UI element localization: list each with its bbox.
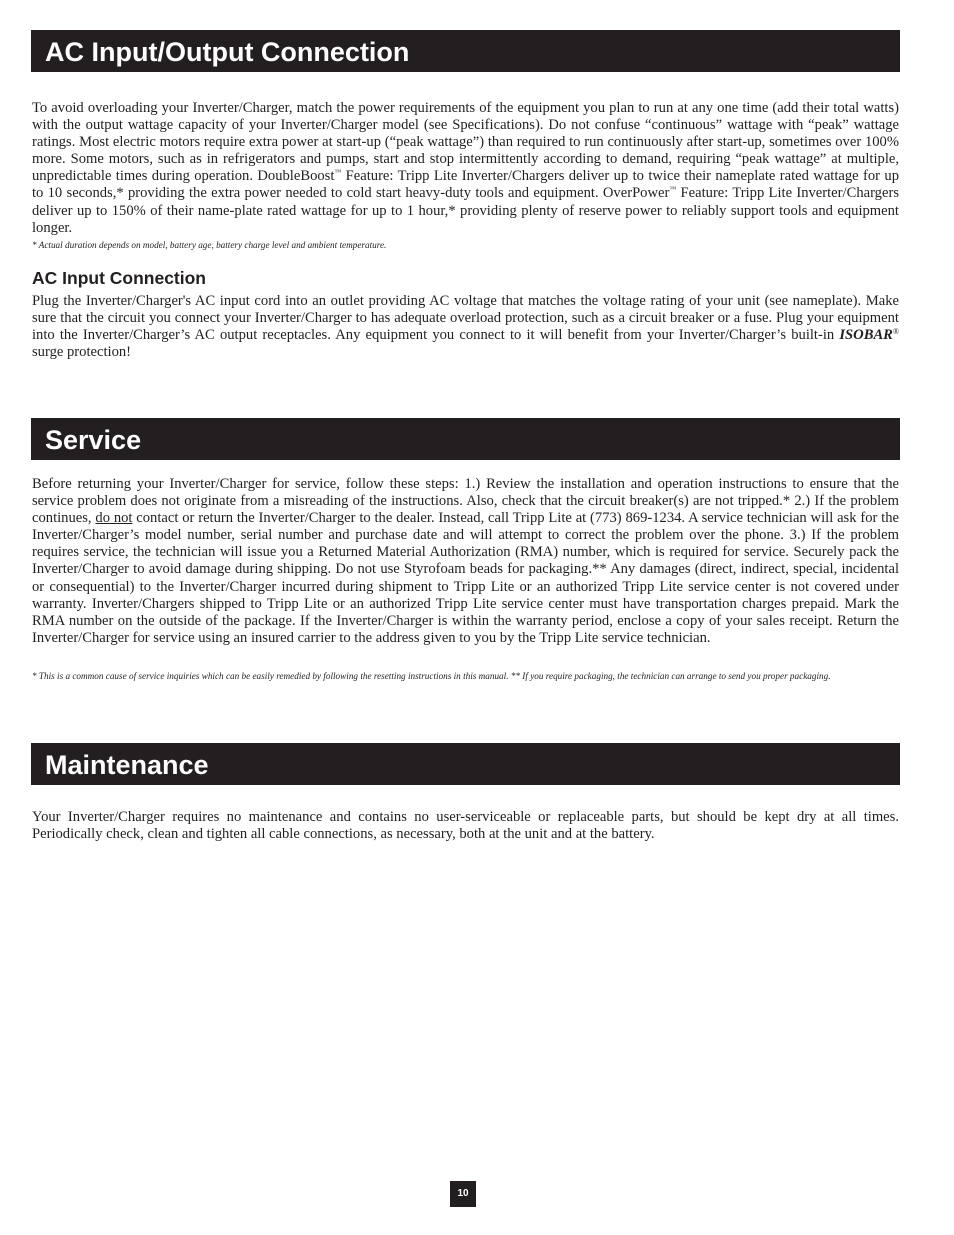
ac-footnote: * Actual duration depends on model, battery age, battery charge level and ambient temperature. [32,240,387,250]
maintenance-paragraph: Your Inverter/Charger requires no maintenance and contains no user-serviceable or replaceable parts, but should be kept dry at all times. Periodically check, clean and tighten all cable connections, as necessary, both at the unit and at the battery. [32,809,899,843]
ac-input-text-1: Plug the Inverter/Charger's AC input cord into an outlet providing AC voltage that matches the voltage rating of your unit (see nameplate). Make sure that the circuit you connect your Inverter/Charger to has adequate overload protection, such as a circuit breaker or a fuse. Plug your equipment into the Inverter/Charger’s AC output receptacles. Any equipment you connect to it will benefit from your Inverter/Charger’s built-in [32,293,899,344]
ac-intro-text-1: To avoid overloading your Inverter/Charger, match the power requirements of the equipment you plan to run at any one time (add their total watts) with the output wattage capacity of your Inverter/Charger model (see Specifications). Do not confuse “continuous” wattage with “peak” wattage ratings. Most electric motors require extra power at start-up (“peak wattage”) than required to run continuously after start-up, sometimes over 100% more. Some motors, such as in refrigerators and pumps, start and stop intermittently according to demand, requiring “peak wattage” at multiple, unpredictable times during operation. DoubleBoost [32,100,899,185]
isobar-brand: ISOBAR [839,327,893,344]
service-paragraph [32,476,899,647]
ac-intro-paragraph [32,100,899,237]
ac-input-paragraph [32,293,899,361]
service-text-1: Before returning your Inverter/Charger for service, follow these steps: 1.) Review the installation and operation instructions to ensure that the service problem does not originate from a misreading of the instructions. Also, check that the circuit breaker(s) are not tripped.* 2.) If the problem continues, [32,476,899,527]
service-text-2: contact or return the Inverter/Charger to the dealer. Instead, call Tripp Lite at (773) 869-1234. A service technician will ask for the Inverter/Charger’s model number, serial number and purchase date and will attempt to correct the problem over the phone. 3.) If the problem requires service, the technician will issue you a Returned Material Authorization (RMA) number, which is required for service. Securely pack the Inverter/Charger to avoid damage during shipping. Do not use Styrofoam beads for packaging.** Any damages (direct, indirect, special, incidental or consequential) to the Inverter/Charger incurred during shipment to Tripp Lite or an authorized Tripp Lite service center is not covered under warranty. Inverter/Chargers shipped to Tripp Lite or an authorized Tripp Lite service center must have transportation charges prepaid. Mark the RMA number on the outside of the package. If the Inverter/Charger is within the warranty period, enclose a copy of your sales receipt. Return the Inverter/Charger for service using an insured carrier to the address given to you by the Tripp Lite service technician. [32,510,899,646]
ac-input-text-2: surge protection! [32,344,132,361]
maintenance-title: Maintenance [45,750,209,780]
ac-input-output-header [31,30,900,72]
registered-symbol: ® [892,327,899,337]
maintenance-header [31,743,900,785]
service-footnote: * This is a common cause of service inquiries which can be easily remedied by following the resetting instructions in this manual. ** If you require packaging, the technician can arrange to send you proper packaging. [32,671,831,681]
service-header [31,418,900,460]
ac-intro-text-2: Feature: Tripp Lite Inverter/Chargers deliver up to twice their nameplate rated wattage for up to 10 seconds,* providing the extra power needed to cold start heavy-duty tools and equipment. OverPower [32,168,900,202]
do-not-emphasis: do not [95,510,133,527]
ac-input-connection-heading: AC Input Connection [32,268,207,288]
trademark-symbol: ™ [334,168,342,177]
trademark-symbol: ™ [669,185,677,194]
page-number: 10 [450,1181,476,1207]
ac-intro-text-3: Feature: Tripp Lite Inverter/Chargers deliver up to 150% of their name-plate rated wattage for up to 1 hour,* providing plenty of reserve power to reliably support tools and equipment longer. [32,185,899,236]
ac-input-output-title: AC Input/Output Connection [45,37,410,67]
service-title: Service [45,425,142,455]
